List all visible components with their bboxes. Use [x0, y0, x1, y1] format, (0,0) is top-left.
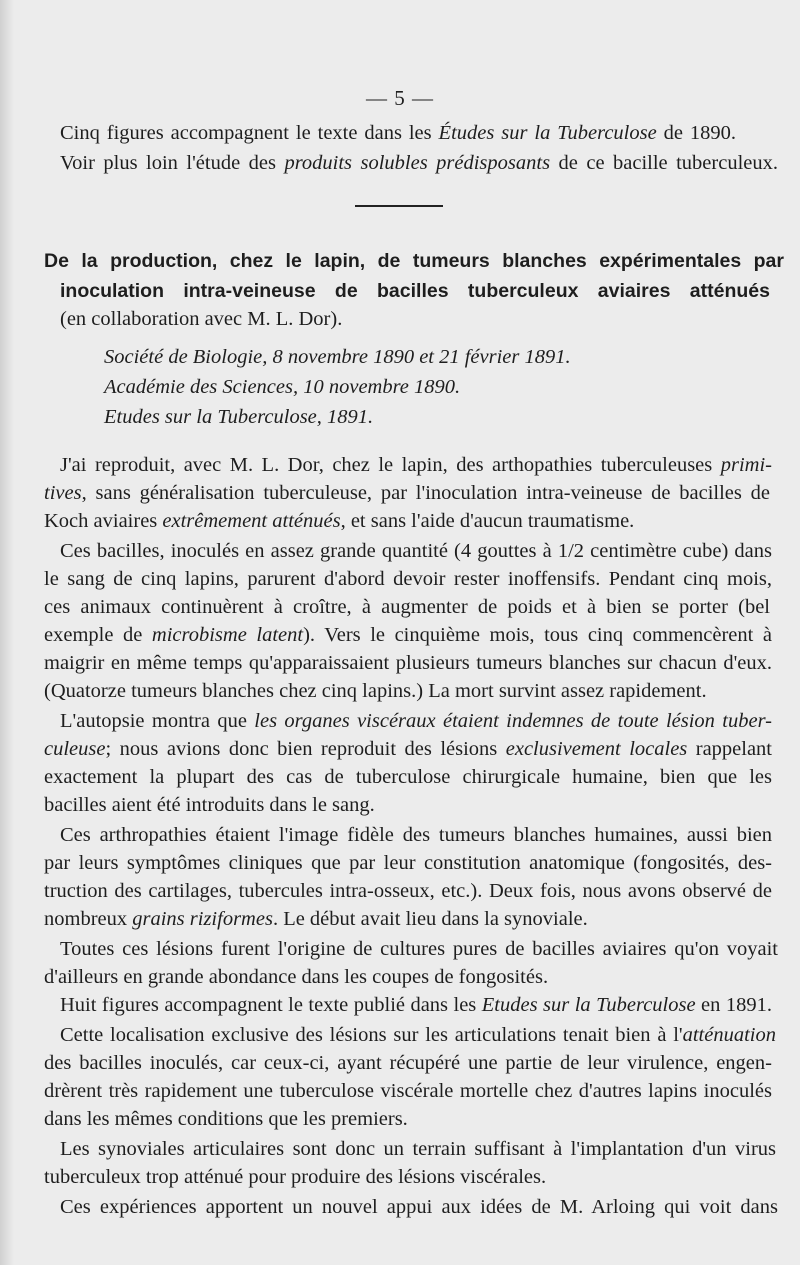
body-line: Cette localisation exclusive des lésions sur les articulations tenait bien à l'atténuation: [60, 1024, 776, 1046]
body-line: Koch aviaires extrêmement atténués, et sans l'aide d'aucun traumatisme.: [44, 510, 635, 532]
body-line: dans les mêmes conditions que les premiers.: [44, 1108, 408, 1130]
body-line: Ces bacilles, inoculés en assez grande quantité (4 gouttes à 1/2 centimètre cube) dans: [60, 540, 772, 562]
collaboration-note: (en collaboration avec M. L. Dor).: [60, 308, 343, 330]
body-line: Toutes ces lésions furent l'origine de cultures pures de bacilles aviaires qu'on voyait: [60, 938, 778, 960]
section-title-line-2: inoculation intra-veineuse de bacilles tuberculeux aviaires atténués: [60, 280, 770, 302]
body-line: J'ai reproduit, avec M. L. Dor, chez le lapin, des arthopathies tuberculeuses primi-: [60, 454, 772, 476]
body-line: culeuse; nous avions donc bien reproduit des lésions exclusivement locales rappelant: [44, 738, 773, 760]
body-line: bacilles aient été introduits dans le sang.: [44, 794, 375, 816]
body-line: drèrent très rapidement une tuberculose viscérale mortelle chez d'autres lapins inoculés: [44, 1080, 772, 1102]
intro-line-2: Voir plus loin l'étude des produits solubles prédisposants de ce bacille tuberculeux.: [60, 152, 778, 174]
body-line: tives, sans généralisation tuberculeuse, par l'inoculation intra-veineuse de bacilles de: [44, 482, 770, 504]
body-line: L'autopsie montra que les organes viscéraux étaient indemnes de toute lésion tuber-: [60, 710, 772, 732]
section-title-line-1: De la production, chez le lapin, de tumeurs blanches expérimentales par: [44, 250, 784, 272]
body-line: exemple de microbisme latent). Vers le cinquième mois, tous cinq commencèrent à: [44, 624, 773, 646]
body-line: tuberculeux trop atténué pour produire des lésions viscérales.: [44, 1166, 547, 1188]
body-line: maigrir en même temps qu'apparaissaient plusieurs tumeurs blanches sur chacun d'eux.: [44, 652, 772, 674]
reference-item: Académie des Sciences, 10 novembre 1890.: [104, 376, 461, 398]
body-line: truction des cartilages, tubercules intra-osseux, etc.). Deux fois, nous avons observé de: [44, 880, 772, 902]
body-line: ces animaux continuèrent à croître, à augmenter de poids et à bien se porter (bel: [44, 596, 770, 618]
body-line: Les synoviales articulaires sont donc un terrain suffisant à l'implantation d'un virus: [60, 1138, 776, 1160]
body-line: nombreux grains riziformes. Le début avait lieu dans la synoviale.: [44, 908, 588, 930]
reference-item: Société de Biologie, 8 novembre 1890 et 21 février 1891.: [104, 346, 571, 368]
body-line: des bacilles inoculés, car ceux-ci, ayant récupéré une partie de leur virulence, engen-: [44, 1052, 772, 1074]
section-divider: [355, 205, 443, 207]
scan-shadow: [0, 0, 14, 1265]
intro-line-1: Cinq figures accompagnent le texte dans les Études sur la Tuberculose de 1890.: [60, 122, 736, 144]
reference-item: Etudes sur la Tuberculose, 1891.: [104, 406, 374, 428]
body-line: d'ailleurs en grande abondance dans les coupes de fongosités.: [44, 966, 549, 988]
body-line: Huit figures accompagnent le texte publié dans les Etudes sur la Tuberculose en 1891.: [60, 994, 772, 1016]
body-line: Ces expériences apportent un nouvel appui aux idées de M. Arloing qui voit dans: [60, 1196, 778, 1218]
body-line: par leurs symptômes cliniques que par leur constitution anatomique (fongosités, des-: [44, 852, 772, 874]
body-line: le sang de cinq lapins, parurent d'abord devoir rester inoffensifs. Pendant cinq mois,: [44, 568, 772, 590]
body-line: Ces arthropathies étaient l'image fidèle des tumeurs blanches humaines, aussi bien: [60, 824, 772, 846]
page-number: — 5 —: [366, 86, 434, 110]
body-line: exactement la plupart des cas de tuberculose chirurgicale humaine, bien que les: [44, 766, 772, 788]
body-line: (Quatorze tumeurs blanches chez cinq lapins.) La mort survint assez rapidement.: [44, 680, 707, 702]
